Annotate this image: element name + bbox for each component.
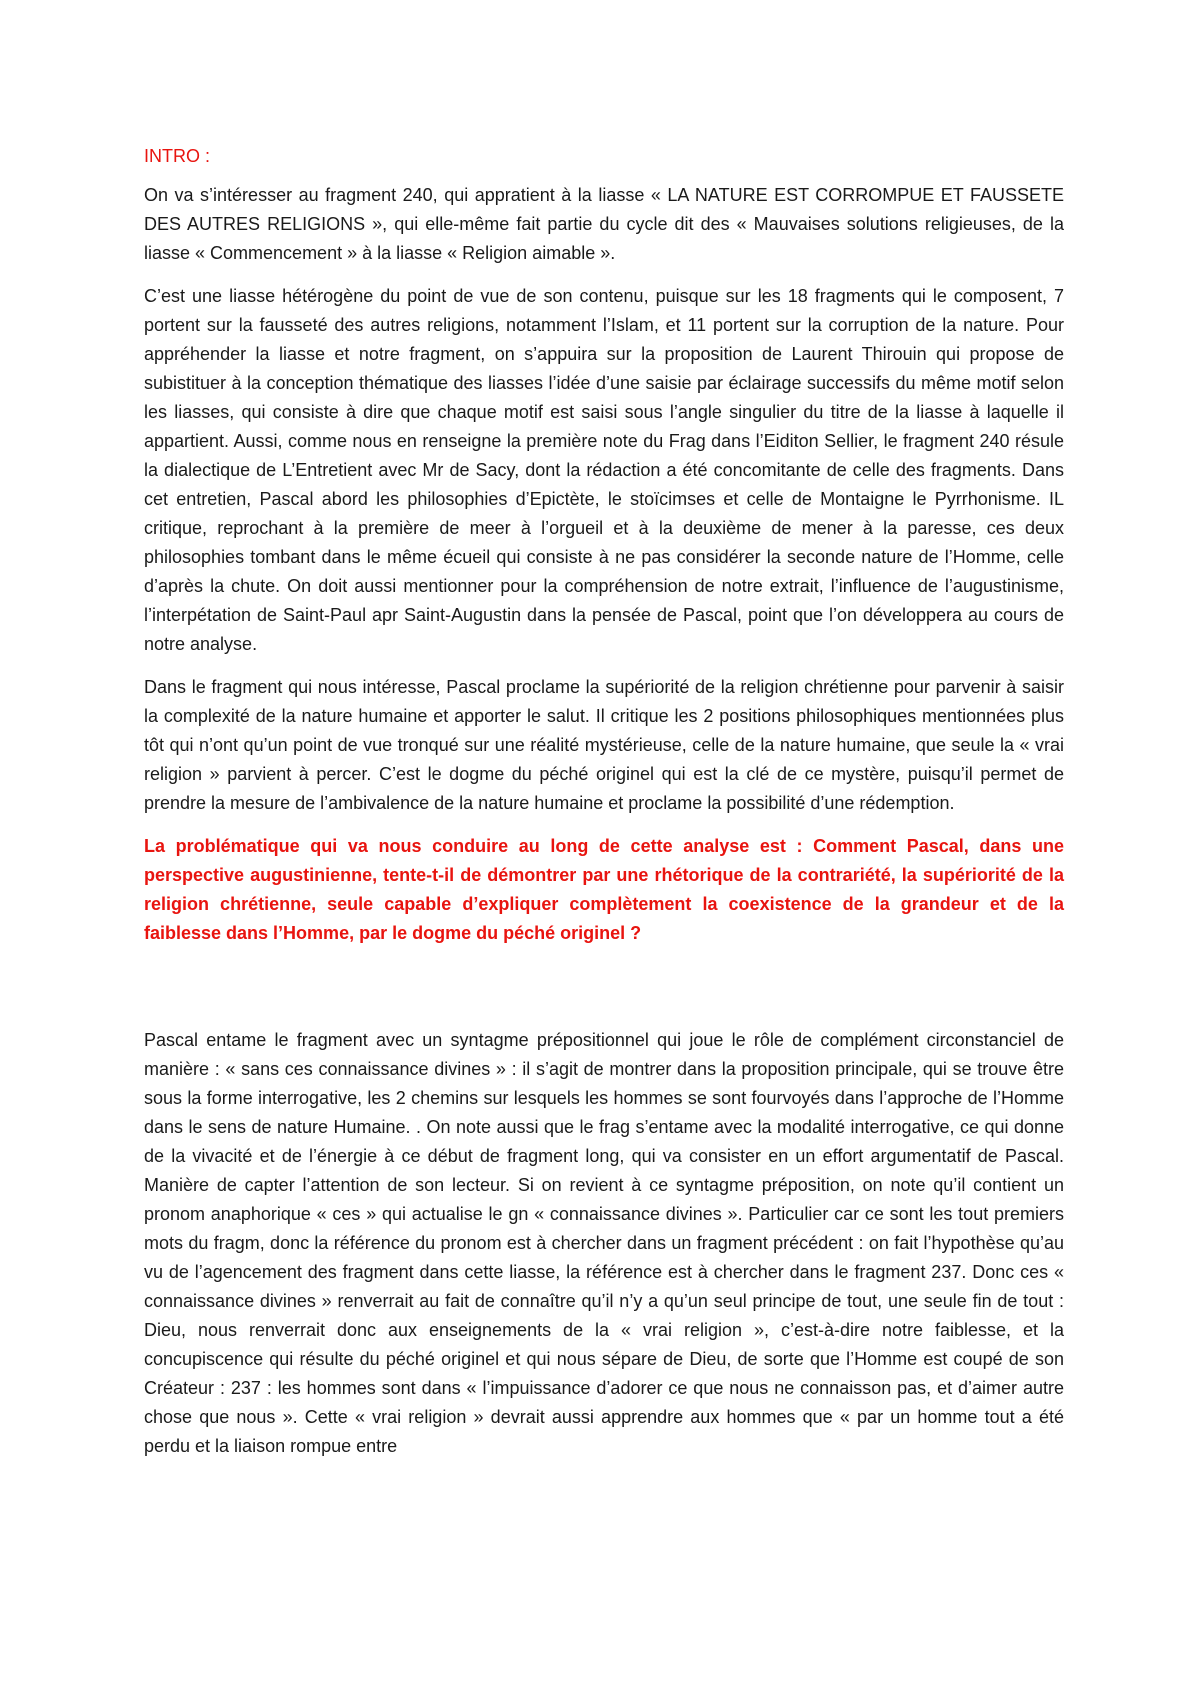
document-body xyxy=(144,142,1064,1475)
section-spacer xyxy=(144,962,1064,1026)
paragraph-liasse: C’est une liasse hétérogène du point de vue de son contenu, puisque sur les 18 fragments qui le composent, 7 portent sur la fausseté des autres religions, notamment l’Islam, et 11 portent sur la corruption de la nature. Pour appréhender la liasse et notre fragment, on s’appuira sur la proposition de Laurent Thirouin qui propose de subistituer à la conception thématique des liasses l’idée d’une saisie par éclairage successifs du même motif selon les liasses, qui consiste à dire que chaque motif est saisi sous l’angle singulier du titre de la liasse à laquelle il appartient. Aussi, comme nous en renseigne la première note du Frag dans l’Eiditon Sellier, le fragment 240 résule la dialectique de L’Entretient avec Mr de Sacy, dont la rédaction a été concomitante de celle des fragments. Dans cet entretien, Pascal abord les philosophies d’Epictète, le stoïcimses et celle de Montaigne le Pyrrhonisme. IL critique, reprochant à la première de meer à l’orgueil et à la deuxième de mener à la paresse, ces deux philosophies tombant dans le même écueil qui consiste à ne pas considérer la seconde nature de l’Homme, celle d’après la chute. On doit aussi mentionner pour la compréhension de notre extrait, l’influence de l’augustinisme, l’interpétation de Saint-Paul apr Saint-Augustin dans la pensée de Pascal, point que l’on développera au cours de notre analyse. xyxy=(144,286,1064,654)
problematique-paragraph: La problématique qui va nous conduire au long de cette analyse est : Comment Pascal, dans une perspective augustinienne, tente-t-il de démontrer par une rhétorique de la contrariété, la supériorité de la religion chrétienne, seule capable d’expliquer complètement la coexistence de la grandeur et de la faiblesse dans l’Homme, par le dogme du péché originel ? xyxy=(144,836,1064,943)
paragraph-context: On va s’intéresser au fragment 240, qui appratient à la liasse « LA NATURE EST CORROMPUE ET FAUSSETE DES AUTRES RELIGIONS », qui elle-même fait partie du cycle dit des « Mauvaises solutions religieuses, de la liasse « Commencement » à la liasse « Religion aimable ». xyxy=(144,185,1064,263)
intro-heading: INTRO : xyxy=(144,146,210,166)
analysis-paragraph: Pascal entame le fragment avec un syntagme prépositionnel qui joue le rôle de complément circonstanciel de manière : « sans ces connaissance divines » : il s’agit de montrer dans la proposition principale, qui se trouve être sous la forme interrogative, les 2 chemins sur lesquels les hommes se sont fourvoyés dans l’approche de l’Homme dans le sens de nature Humaine. . On note aussi que le frag s’entame avec la modalité interrogative, ce qui donne de la vivacité et de l’énergie à ce début de fragment long, qui va consister en un effort argumentatif de Pascal. Manière de capter l’attention de son lecteur. Si on revient à ce syntagme préposition, on note qu’il contient un pronom anaphorique « ces » qui actualise le gn « connaissance divines ». Particulier car ce sont les tout premiers mots du fragm, donc la référence du pronom est à chercher dans un fragment précédent : on fait l’hypothèse qu’au vu de l’agencement des fragment dans cette liasse, la référence est à chercher dans le fragment 237. Donc ces « connaissance divines » renverrait au fait de connaître qu’il n’y a qu’un seul principe de tout, une seule fin de tout : Dieu, nous renverrait donc aux enseignements de la « vrai religion », c’est-à-dire notre faiblesse, et la concupiscence qui résulte du péché originel et qui nous sépare de Dieu, de sorte que l’Homme est coupé de son Créateur : 237 : les hommes sont dans « l’impuissance d’adorer ce que nous ne connaisson pas, et d’aimer autre chose que nous ». Cette « vrai religion » devrait aussi apprendre aux hommes que « par un homme tout a été perdu et la liaison rompue entre xyxy=(144,1030,1064,1456)
paragraph-fragment: Dans le fragment qui nous intéresse, Pascal proclame la supériorité de la religion chrétienne pour parvenir à saisir la complexité de la nature humaine et apporter le salut. Il critique les 2 positions philosophiques mentionnées plus tôt qui n’ont qu’un point de vue tronqué sur une réalité mystérieuse, celle de la nature humaine, que seule la « vrai religion » parvient à percer. C’est le dogme du péché originel qui est la clé de ce mystère, puisqu’il permet de prendre la mesure de l’ambivalence de la nature humaine et proclame la possibilité d’une rédemption. xyxy=(144,677,1064,813)
